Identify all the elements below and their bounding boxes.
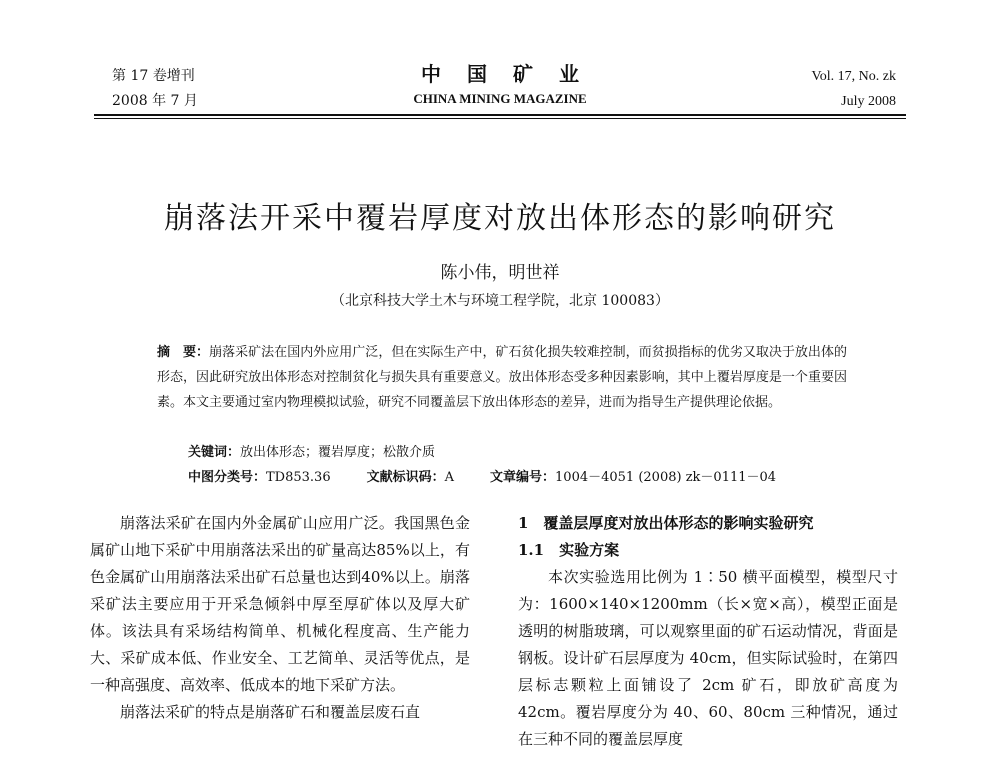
journal-volume-issue — [112, 64, 198, 114]
body-paragraph: 本次实验选用比例为 1∶50 横平面模型，模型尺寸为：1600×140×1200mm（长×宽×高），模型正面是透明的树脂玻璃，可以观察里面的矿石运动情况，背面是钢板。设计矿石层厚度为 40cm，但实际试验时，在第四层标志颗粒上面铺设了 2cm 矿石，即放矿高度为 42cm。覆岩厚度分为 40、60、80cm 三种情况，通过在三种不同的覆盖层厚度 — [518, 568, 898, 748]
article-authors: 陈小伟，明世祥 — [440, 263, 560, 283]
keywords — [188, 440, 435, 465]
abstract-label: 摘 要： — [157, 345, 210, 360]
doc-code-value: A — [444, 470, 455, 485]
article-number-value: 1004－4051 (2008) zk－0111－04 — [555, 470, 777, 485]
body-paragraph: 崩落法采矿的特点是崩落矿石和覆盖层废石直 — [120, 703, 421, 721]
abstract-text: 崩落采矿法在国内外应用广泛，但在实际生产中，矿石贫化损失较难控制，而贫损指标的优劣又取决于放出体的形态，因此研究放出体形态对控制贫化与损失具有重要意义。放出体形态受多种因素影响，其中上覆岩厚度是一个重要因素。本文主要通过室内物理模拟试验，研究不同覆盖层下放出体形态的差异，进而为指导生产提供理论依据。 — [157, 345, 847, 410]
section-heading: 1 覆盖层厚度对放出体形态的影响实验研究 — [518, 514, 814, 532]
journal-name-cn: 中国矿业 — [421, 62, 605, 86]
header-rule-thin — [94, 118, 906, 119]
body-left-column — [90, 510, 470, 726]
journal-name-en: CHINA MINING MAGAZINE — [413, 91, 587, 106]
subsection-heading: 1.1 实验方案 — [518, 541, 620, 559]
article-affiliation: （北京科技大学土木与环境工程学院，北京 100083） — [331, 293, 669, 309]
journal-volume-en — [811, 64, 896, 114]
classification-line — [188, 465, 776, 490]
volume-cn: 第 17 卷增刊 — [112, 68, 195, 84]
date-en: July 2008 — [841, 94, 896, 109]
volume-en: Vol. 17, No. zk — [811, 69, 896, 84]
doc-code-label: 文献标识码： — [366, 470, 445, 485]
body-right-column — [518, 510, 898, 753]
header-rule — [94, 114, 906, 116]
clc-label: 中图分类号： — [188, 470, 267, 485]
article-number-label: 文章编号： — [490, 470, 556, 485]
keywords-label: 关键词： — [188, 445, 241, 460]
date-cn: 2008 年 7 月 — [112, 93, 198, 109]
article-title: 崩落法开采中覆岩厚度对放出体形态的影响研究 — [164, 201, 836, 236]
keywords-text: 放出体形态；覆岩厚度；松散介质 — [240, 445, 436, 460]
journal-name — [350, 60, 650, 110]
abstract — [157, 340, 847, 415]
body-paragraph: 崩落法采矿在国内外金属矿山应用广泛。我国黑色金属矿山地下采矿中用崩落法采出的矿量高达85%以上，有色金属矿山用崩落法采出矿石总量也达到40%以上。崩落采矿法主要应用于开采急倾斜中厚至厚矿体以及厚大矿体。该法具有采场结构简单、机械化程度高、生产能力大、采矿成本低、作业安全、工艺简单、灵活等优点，是一种高强度、高效率、低成本的地下采矿方法。 — [90, 514, 470, 694]
clc-value: TD853.36 — [266, 470, 331, 485]
